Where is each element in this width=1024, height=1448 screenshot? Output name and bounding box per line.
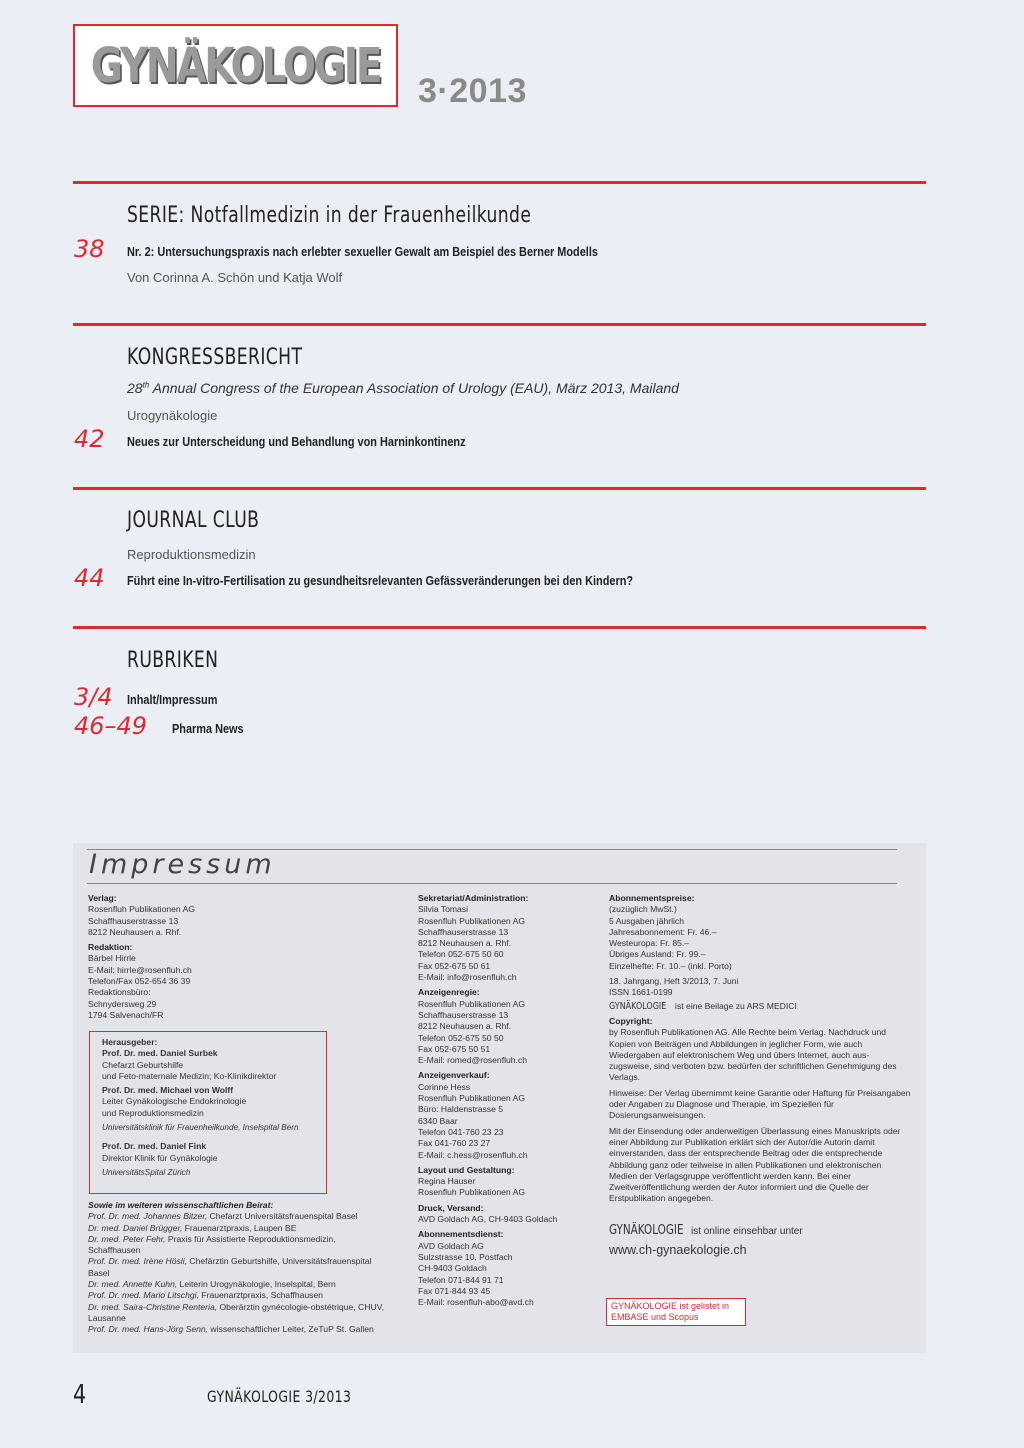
issn-line: ISSN 1661-0199 [609,987,673,998]
layout-heading: Layout und Gestaltung: [418,1164,515,1175]
text-line: Rosenfluh Publikationen AG [418,1187,526,1198]
page-footer-journal: GYNÄKOLOGIE 3/2013 [207,1387,352,1406]
beilage-line: GYNÄKOLOGIE ist eine Beilage zu ARS MEDICI [609,1000,797,1012]
section-divider [73,323,926,326]
text-line: Übriges Ausland: Fr. 99.– [609,949,706,960]
page-number[interactable]: 3/4 [74,683,113,711]
editor-name: Prof. Dr. med. Daniel Surbek [102,1048,218,1059]
email-line: E-Mail: info@rosenfluh.ch [418,972,517,983]
beirat-item: Dr. med. Saira-Christine Renteria, Oberärztin gynécologie-obstétrique, CHUV, Lausanne [88,1301,384,1323]
editor-name: Prof. Dr. med. Michael von Wolff [102,1085,234,1096]
anzeigenverkauf-heading: Anzeigenverkauf: [418,1070,490,1081]
text-line: CH-9403 Goldach [418,1263,487,1274]
verlag-heading: Verlag: [88,893,117,903]
text-line: Telefon 041-760 23 23 [418,1126,504,1137]
article-title[interactable]: Nr. 2: Untersuchungspraxis nach erlebter sexueller Gewalt am Beispiel des Berner Modells [127,244,598,259]
article-title[interactable]: Neues zur Unterscheidung und Behandlung von Harninkontinenz [127,434,466,449]
text-line: Fax 052-675 50 51 [418,1043,491,1054]
beirat-item: Prof. Dr. med. Johannes Bitzer, Chefarzt Universitätsfrauenspital Basel [88,1211,358,1222]
website-link[interactable]: www.ch-gynaekologie.ch [609,1243,747,1258]
text-line: Einzelhefte: Fr. 10.– (inkl. Porto) [609,960,732,971]
text-line: Chefarzt Geburtshilfe [102,1059,184,1070]
text-line: Westeuropa: Fr. 85.– [609,938,690,949]
text-line: Bärbel Hirrle [88,953,136,964]
text-line: Schnydersweg 29 [88,998,157,1009]
impressum-title: Impressum [89,849,276,880]
text-line: Telefon 052-675 50 60 [418,949,504,960]
text-line: 5 Ausgaben jährlich [609,915,685,926]
rubrik-item[interactable]: Pharma News [172,721,244,736]
abonnementsdienst-heading: Abonnementsdienst: [418,1229,504,1240]
section-title: KONGRESSBERICHT [127,345,303,370]
anzeigenregie-heading: Anzeigenregie: [418,987,480,998]
text-line: Direktor Klinik für Gynäkologie [102,1152,218,1163]
impressum-box [73,843,926,1353]
mini-logo: GYNÄKOLOGIE [609,1222,684,1238]
text-line: Rosenfluh Publikationen AG [418,1093,526,1104]
text-line: 1794 Salvenach/FR [88,1009,164,1020]
text-line: Fax 052-675 50 61 [418,960,491,971]
beirat-heading: Sowie im weiteren wissenschaftlichen Beirat: [88,1200,274,1210]
text-line: Schaffhauserstrasse 13 [418,926,509,937]
hinweis-text: Hinweise: Der Verlag übernimmt keine Garantie oder Haftung für Preisangaben oder Angaben zu Diagnose und Therapie, im Speziellen für Dosierungsanweisungen. [609,1087,911,1121]
page-number[interactable]: 46–49 [74,712,148,740]
beirat-item: Prof. Dr. med. Irène Hösli, Chefärztin Geburtshilfe, Universitätsfrauenspital Basel [88,1256,372,1278]
text-line: Telefon 052-675 50 50 [418,1032,504,1043]
text-line: AVD Goldach AG [418,1240,484,1251]
issue-number: 3·2013 [418,72,527,110]
text-line: Rosenfluh Publikationen AG [418,915,526,926]
section-divider [73,487,926,490]
impressum-col-3 [609,893,911,1257]
online-line: GYNÄKOLOGIE ist online einsehbar unter [609,1222,803,1238]
text-line: Telefon 071-844 91 71 [418,1274,504,1285]
impressum-col-1 [88,893,388,1021]
text-line: Regina Hauser [418,1176,476,1187]
text-line: Büro: Haldenstrasse 5 [418,1104,504,1115]
article-category: Urogynäkologie [127,408,218,423]
beirat-item: Prof. Dr. med. Mario Litschgi, Frauenarztpraxis, Schaffhausen [88,1290,324,1301]
druck-heading: Druck, Versand: [418,1202,484,1213]
text-line: 8212 Neuhausen a. Rhf. [418,1021,512,1032]
logo-text: GYNÄKOLOGIE [90,37,381,94]
article-category: Reproduktionsmedizin [127,547,256,562]
text-line: Jahresabonnement: Fr. 46.– [609,926,717,937]
text-line: Schaffhauserstrasse 13 [88,915,179,926]
article-title[interactable]: Führt eine In-vitro-Fertilisation zu gesundheitsrelevanten Gefässveränderungen bei den Kindern? [127,573,634,588]
text-line: und Feto-maternale Medizin; Ko-Klinikdirektor [102,1070,277,1081]
email-line: E-Mail: romed@rosenfluh.ch [418,1055,528,1066]
impressum-rule [87,883,897,884]
text-line: Fax 041-760 23 27 [418,1138,491,1149]
text-line: 8212 Neuhausen a. Rhf. [88,926,182,937]
text-line: Leiter Gynäkologische Endokrinologie [102,1096,247,1107]
herausgeber-box [89,1031,327,1194]
section-title: SERIE: Notfallmedizin in der Frauenheilkunde [127,203,532,228]
page-number[interactable]: 44 [74,564,105,592]
institution: Universitätsklinik für Frauenheilkunde, Inselspital Bern [102,1123,299,1133]
text-line: (zuzüglich MwSt.) [609,904,677,915]
text-line: Rosenfluh Publikationen AG [418,998,526,1009]
copyright-heading: Copyright: [609,1015,653,1026]
beirat-item: Prof. Dr. med. Hans-Jörg Senn, wissenschaftlicher Leiter, ZeTuP St. Gallen [88,1324,374,1335]
email-line: E-Mail: hirrle@rosenfluh.ch [88,964,192,975]
beirat-item: Dr. med. Annette Kuhn, Leiterin Urogynäkologie, Inselspital, Bern [88,1279,336,1290]
text-line: AVD Goldach AG, CH-9403 Goldach [418,1214,558,1225]
text-line: 6340 Baar [418,1115,458,1126]
herausgeber-heading: Herausgeber: [102,1037,158,1047]
text-line: Schaffhauserstrasse 13 [418,1009,509,1020]
text-line: Silvia Tomasi [418,904,468,915]
page-number[interactable]: 42 [74,425,105,453]
impressum-col-2 [418,893,593,1308]
text-line: Telefon/Fax 052-654 36 39 [88,976,191,987]
text-line: Redaktionsbüro: [88,987,151,998]
congress-title: 28th Annual Congress of the European Association of Urology (EAU), März 2013, Mailand [127,380,679,396]
sekretariat-heading: Sekretariat/Administration: [418,893,529,903]
beirat-item: Dr. med. Daniel Brügger, Frauenarztpraxis, Laupen BE [88,1222,297,1233]
text-line: Fax 071-844 93 45 [418,1285,491,1296]
section-title: JOURNAL CLUB [127,508,260,533]
embase-badge: GYNÄKOLOGIE ist gelistet in EMBASE und Scopus [606,1298,746,1326]
section-divider [73,181,926,184]
editor-name: Prof. Dr. med. Daniel Fink [102,1141,207,1152]
copyright-text: by Rosenfluh Publikationen AG. Alle Rechte beim Verlag. Nachdruck und Kopien von Beiträgen und Abbildungen in jeglicher Form, wie auch Wiedergaben auf elektronischem Weg und übers Internet, auch aus-zugsweise, sind verboten bzw. bedürfen der schriftlichen Genehmigung des Verlags. [609,1027,897,1083]
article-authors: Von Corinna A. Schön und Katja Wolf [127,270,343,285]
mini-logo: GYNÄKOLOGIE [609,1000,667,1012]
rubrik-item[interactable]: Inhalt/Impressum [127,692,218,707]
email-line: E-Mail: c.hess@rosenfluh.ch [418,1149,528,1160]
institution: UniversitätsSpital Zürich [102,1167,191,1177]
section-divider [73,626,926,629]
section-title: RUBRIKEN [127,648,219,673]
page-footer-number: 4 [73,1380,87,1410]
text-line: Corinne Hess [418,1081,471,1092]
journal-logo [73,24,398,107]
text-line: 8212 Neuhausen a. Rhf. [418,938,512,949]
text-line: Sulzstrasse 10, Postfach [418,1251,513,1262]
beirat-item: Dr. med. Peter Fehr, Praxis für Assistierte Reproduktionsmedizin, Schaffhausen [88,1233,336,1256]
page-number[interactable]: 38 [74,235,105,263]
einsendung-text: Mit der Einsendung oder anderweitigen Überlassung eines Manuskripts oder einer Abbildung zur Publikation erklärt sich der Autor/die Autorin damit einverstanden, dass der entsprechende Beitrag oder die entsprechende Abbildung ganz oder teilweise in allen Publikationen und elektronischen Medien der Verlagsgruppe veröffentlicht werden kann. Bei einer Zweitveröffentlichung werden der Autor informiert und die Quelle der Erstpublikation angegeben. [609,1125,901,1204]
text-line: und Reproduktionsmedizin [102,1107,204,1118]
jahrgang-line: 18. Jahrgang, Heft 3/2013, 7. Juni [609,976,739,987]
redaktion-heading: Redaktion: [88,942,133,953]
email-line: E-Mail: rosenfluh-abo@avd.ch [418,1297,534,1308]
text-line: Rosenfluh Publikationen AG [88,904,196,915]
beirat-list [88,1200,388,1336]
preise-heading: Abonnementspreise: [609,893,695,903]
